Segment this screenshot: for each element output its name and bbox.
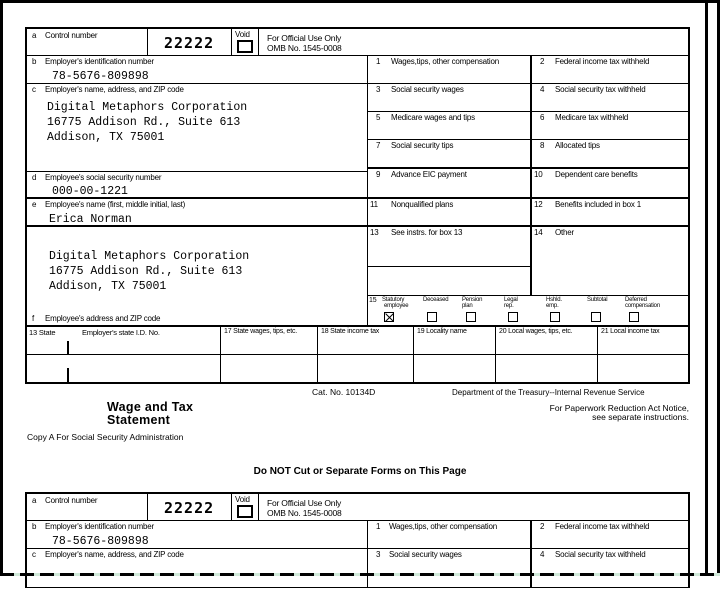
box-15-option-sublabel: emp. — [546, 303, 559, 309]
box-15-checkbox[interactable] — [508, 312, 518, 322]
locality-label: 19 Locality name — [417, 328, 467, 335]
employee-address-line-3: Addison, TX 75001 — [49, 280, 167, 293]
box-15-option-sublabel: plan — [462, 303, 473, 309]
local-tax-cell[interactable] — [597, 325, 690, 355]
void-checkbox-2[interactable] — [237, 505, 253, 518]
control-number-value-cell-2[interactable] — [147, 492, 232, 521]
employee-address-line-1: Digital Metaphors Corporation — [49, 250, 250, 263]
control-number-value-cell[interactable] — [147, 27, 232, 56]
box-number: 8 — [540, 141, 545, 150]
box-10-label: Dependent care benefits — [555, 170, 638, 179]
box-2-cell-2[interactable]: 2 Federal income tax withheld — [530, 520, 690, 549]
state-id-cell[interactable] — [25, 325, 221, 355]
box-15-option-label: Hshld. — [546, 297, 562, 303]
box-11-cell[interactable] — [367, 197, 531, 226]
box-number: 5 — [376, 113, 381, 122]
box-9-label: Advance EIC payment — [391, 170, 467, 179]
box-number: 1 — [376, 57, 381, 66]
void-checkbox[interactable] — [237, 40, 253, 53]
employee-name-cell[interactable]: e Employee's name (first, middle initial, last) Erica Norman — [25, 198, 368, 227]
ein-value: 78-5676-809898 — [52, 70, 149, 83]
box-15-option-label: Statutory — [382, 297, 405, 303]
official-use-cell-2: For Official Use Only OMB No. 1545-0008 — [258, 492, 690, 521]
official-use-text: For Official Use Only — [267, 33, 342, 43]
state-wages-label: 17 State wages, tips, etc. — [224, 328, 298, 335]
ein-label: Employer's identification number — [45, 57, 154, 66]
box-14-label: Other — [555, 228, 575, 237]
box-3-cell-2[interactable]: 3 Social security wages — [367, 548, 531, 588]
box-15-option-sublabel: employee — [384, 303, 409, 309]
employee-address-label: Employee's address and ZIP code — [45, 314, 161, 323]
box-number: 7 — [376, 141, 381, 150]
box-3-label: Social security wages — [391, 85, 464, 94]
control-number-cell-2: a Control number — [25, 492, 148, 521]
box-5-label: Medicare wages and tips — [391, 113, 475, 122]
box-6-cell[interactable] — [530, 111, 690, 140]
box-13-label: See instrs. for box 13 — [391, 228, 463, 237]
box-4-label: Social security tax withheld — [555, 85, 646, 94]
box-number: 6 — [540, 113, 545, 122]
employer-cell-2[interactable]: c Employer's name, address, and ZIP code — [25, 548, 368, 588]
official-use-cell — [258, 27, 690, 56]
box-15-checkbox[interactable] — [550, 312, 560, 322]
box-number: 12 — [534, 200, 543, 209]
box-15-option-sublabel: compensation — [625, 303, 660, 309]
box-11-label: Nonqualified plans — [391, 200, 454, 209]
local-tax-cell[interactable] — [597, 354, 690, 384]
box-10-cell[interactable] — [530, 167, 690, 198]
locality-cell[interactable] — [413, 354, 496, 384]
paperwork-notice-2: see separate instructions. — [592, 412, 689, 422]
control-number-value-2: 22222 — [164, 499, 215, 517]
employee-name-label: Employee's name (first, middle initial, last) — [45, 200, 186, 209]
void-cell — [231, 27, 259, 56]
box-2-label: Federal income tax withheld — [555, 57, 650, 66]
control-number-cell: a Control number — [25, 27, 148, 56]
box-6-label: Medicare tax withheld — [555, 113, 629, 122]
box-15-checkbox[interactable] — [384, 312, 394, 322]
ssn-value: 000-00-1221 — [52, 185, 128, 198]
box-number: 13 — [370, 228, 379, 237]
box-8-label: Allocated tips — [555, 141, 600, 150]
ein-cell[interactable]: b Employer's identification number 78-5676-809898 — [25, 55, 368, 84]
box-7-cell[interactable] — [367, 139, 531, 168]
form-title-line-2: Statement — [107, 413, 171, 427]
employer-cell[interactable]: c Employer's name, address, and ZIP code Digital Metaphors Corporation 16775 Addison Rd., Suite 613 Addison, TX 75001 — [25, 83, 368, 172]
w2-form-copy-a — [25, 27, 690, 384]
box-15-checkbox[interactable] — [427, 312, 437, 322]
employer-name: Digital Metaphors Corporation — [47, 101, 248, 114]
box-15-option-label: Deferred — [625, 297, 647, 303]
box-number: 4 — [540, 85, 545, 94]
form-title-line-1: Wage and Tax — [107, 400, 194, 414]
box-7-label: Social security tips — [391, 141, 454, 150]
box-13-cell[interactable] — [367, 225, 531, 267]
employee-name-value: Erica Norman — [49, 213, 132, 226]
box-5-cell[interactable] — [367, 111, 531, 140]
box-4-cell-2[interactable]: 4 Social security tax withheld — [530, 548, 690, 588]
employer-street: 16775 Addison Rd., Suite 613 — [47, 116, 241, 129]
control-number-label: Control number — [45, 31, 98, 40]
state-tax-cell[interactable] — [317, 325, 414, 355]
state-id-cell-2[interactable] — [25, 354, 221, 384]
box-1-cell-2[interactable]: 1 Wages,tips, other compensation — [367, 520, 531, 549]
state-divider — [67, 341, 69, 355]
box-4-cell[interactable] — [530, 83, 690, 112]
box-15-checkbox[interactable] — [591, 312, 601, 322]
box-15-number: 15 — [369, 297, 377, 304]
local-wages-cell[interactable] — [495, 325, 598, 355]
state-tax-label: 18 State income tax — [321, 328, 380, 335]
state-label: 13 State — [29, 328, 56, 337]
ssn-cell[interactable]: d Employee's social security number 000-00-1221 — [25, 171, 368, 199]
department-text: Department of the Treasury--Internal Revenue Service — [452, 388, 645, 397]
local-wages-cell[interactable] — [495, 354, 598, 384]
box-1-label: Wages,tips, other compensation — [391, 57, 499, 66]
paperwork-notice-1: For Paperwork Reduction Act Notice, — [549, 403, 689, 413]
page-right-border — [705, 0, 708, 576]
box-2-cell[interactable] — [530, 55, 690, 84]
state-tax-cell[interactable] — [317, 354, 414, 384]
box-15-option-label: Subtotal — [587, 297, 608, 303]
box-15-checkbox[interactable] — [466, 312, 476, 322]
catalog-number: Cat. No. 10134D — [312, 387, 376, 397]
state-id-label: Employer's state I.D. No. — [82, 328, 160, 337]
ein-cell-2[interactable]: b Employer's identification number 78-5676-809898 — [25, 520, 368, 549]
separator-warning: Do NOT Cut or Separate Forms on This Page — [253, 466, 467, 477]
box-number: 2 — [540, 57, 545, 66]
box-number: 9 — [376, 170, 381, 179]
ssn-label: Employee's social security number — [45, 173, 162, 182]
box-1-cell[interactable] — [367, 55, 531, 84]
box-15-option-sublabel: rep. — [504, 303, 514, 309]
w2-form-copy-2 — [25, 492, 690, 592]
employer-label: Employer's name, address, and ZIP code — [45, 85, 184, 94]
box-12-cell[interactable] — [530, 197, 690, 226]
copy-a-text: Copy A For Social Security Administration — [27, 432, 184, 442]
box-number: 10 — [534, 170, 543, 179]
ein-value-2: 78-5676-809898 — [52, 535, 149, 548]
box-15-checkbox[interactable] — [629, 312, 639, 322]
box-15-option-label: Legal — [504, 297, 518, 303]
employee-address-cell[interactable]: Digital Metaphors Corporation 16775 Addison Rd., Suite 613 Addison, TX 75001 f Employee's address and ZIP code — [25, 226, 368, 326]
box-15-cell — [367, 295, 690, 326]
box-15-option-label: Deceased — [423, 297, 449, 303]
box-14-cell[interactable] — [530, 225, 690, 296]
box-9-cell[interactable] — [367, 167, 531, 198]
void-cell-2: Void — [231, 492, 259, 521]
box-number: 14 — [534, 228, 543, 237]
omb-number: OMB No. 1545-0008 — [267, 43, 342, 53]
box-15-option-label: Pension — [462, 297, 483, 303]
employer-city: Addison, TX 75001 — [47, 131, 165, 144]
state-wages-cell[interactable] — [220, 325, 318, 355]
employee-address-line-2: 16775 Addison Rd., Suite 613 — [49, 265, 243, 278]
box-number: 3 — [376, 85, 381, 94]
state-divider-2 — [67, 368, 69, 382]
local-wages-label: 20 Local wages, tips, etc. — [499, 328, 573, 335]
control-number-value: 22222 — [164, 34, 215, 52]
box-3-cell[interactable] — [367, 83, 531, 112]
void-label: Void — [235, 30, 250, 39]
box-number: 11 — [370, 200, 378, 209]
locality-cell[interactable] — [413, 325, 496, 355]
state-wages-cell[interactable] — [220, 354, 318, 384]
box-8-cell[interactable] — [530, 139, 690, 168]
local-tax-label: 21 Local income tax — [601, 328, 660, 335]
box-12-label: Benefits included in box 1 — [555, 200, 641, 209]
